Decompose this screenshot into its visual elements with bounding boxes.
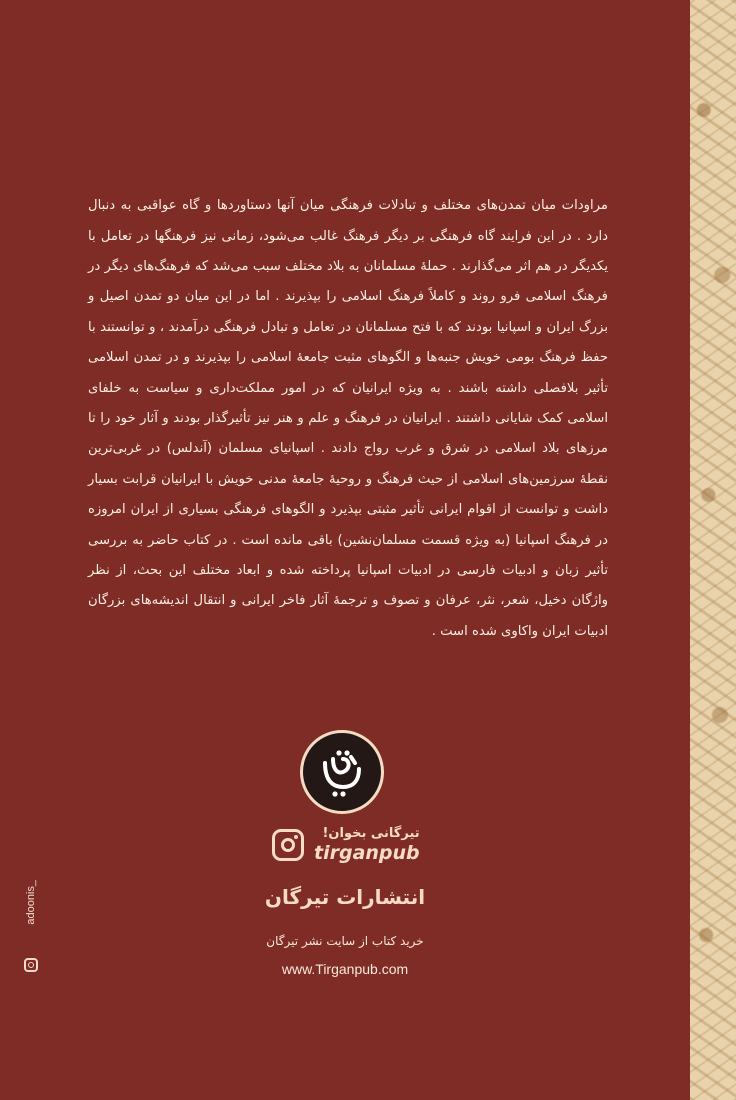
instagram-handle[interactable]: tirganpub (314, 842, 420, 864)
publisher-logo (300, 730, 384, 814)
publisher-name: انتشارات تیرگان (264, 885, 426, 909)
buy-text: خرید کتاب از سایت نشر تیرگان (266, 934, 424, 948)
book-blurb: مراودات میان تمدن‌های مختلف و تبادلات فرهنگی میان آنها دستاوردها و گاه عواقبی به دنبال دارد . در این فرایند گاه فرهنگی بر دیگر فرهنگ غالب می‌شود، زمانی نیز فرهنگها در تعامل با یکدیگر در هم اثر می‌گذارند . حملهٔ مسلمانان به بلاد مختلف سبب می‌شد که فرهنگ‌های دیگر در فرهنگ اسلامی فرو روند و کاملاً فرهنگ اسلامی را بپذیرند . اما در این میان دو تمدن اصیل و بزرگ ایران و اسپانیا بودند که با فتح مسلمانان در تعامل و تبادل فرهنگی درآمدند ، و توانستند با حفظ فرهنگ بومی خویش جنبه‌ها و الگوهای مثبت جامعهٔ اسلامی را بپذیرند و در تمدن اسلامی تأثیر بلافصلی داشته باشند . به ویژه ایرانیان که در امور مملکت‌داری و سیاست به خلفای اسلامی کمک شایانی داشتند . ایرانیان در فرهنگ و علم و هنر نیز تأثیرگذار بودند و آثار خود را تا مرزهای بلاد اسلامی در شرق و غرب رواج دادند . اسپانیای مسلمان (آندلس) در غربی‌ترین نقطهٔ سرزمین‌های اسلامی از حیث فرهنگ و روحیهٔ جامعهٔ مدنی خویش با ایرانیان قرابت بسیار داشت و توانست از اقوام ایرانی تأثیر مثبتی بپذیرد و الگوهای فرهنگی بسیاری از ایران امروزه در فرهنگ اسپانیا (به ویژه قسمت مسلمان‌نشین) باقی مانده است . در کتاب حاضر به بررسی تأثیر زبان و ادبیات فارسی در ادبیات اسپانیا پرداخته شده و ابعاد مختلف این بحث، از نظر واژگان دخیل، شعر، نثر، عرفان و تصوف و ترجمهٔ آثار فاخر ایرانی و انتقال اندیشه‌های بزرگان ادبیات ایران واکاوی شده است . (88, 198, 608, 639)
instagram-icon[interactable] (272, 829, 304, 861)
social-block (272, 820, 420, 870)
tirgan-logo-icon (311, 741, 373, 803)
website-link[interactable]: www.Tirganpub.com (281, 961, 409, 977)
logo-text: تیرگان (340, 801, 344, 802)
ornament-strip (690, 0, 736, 1100)
social-tagline: تیرگانی بخوان! (322, 826, 420, 841)
designer-handle: adoonis_ (25, 880, 37, 925)
instagram-icon (24, 958, 38, 972)
